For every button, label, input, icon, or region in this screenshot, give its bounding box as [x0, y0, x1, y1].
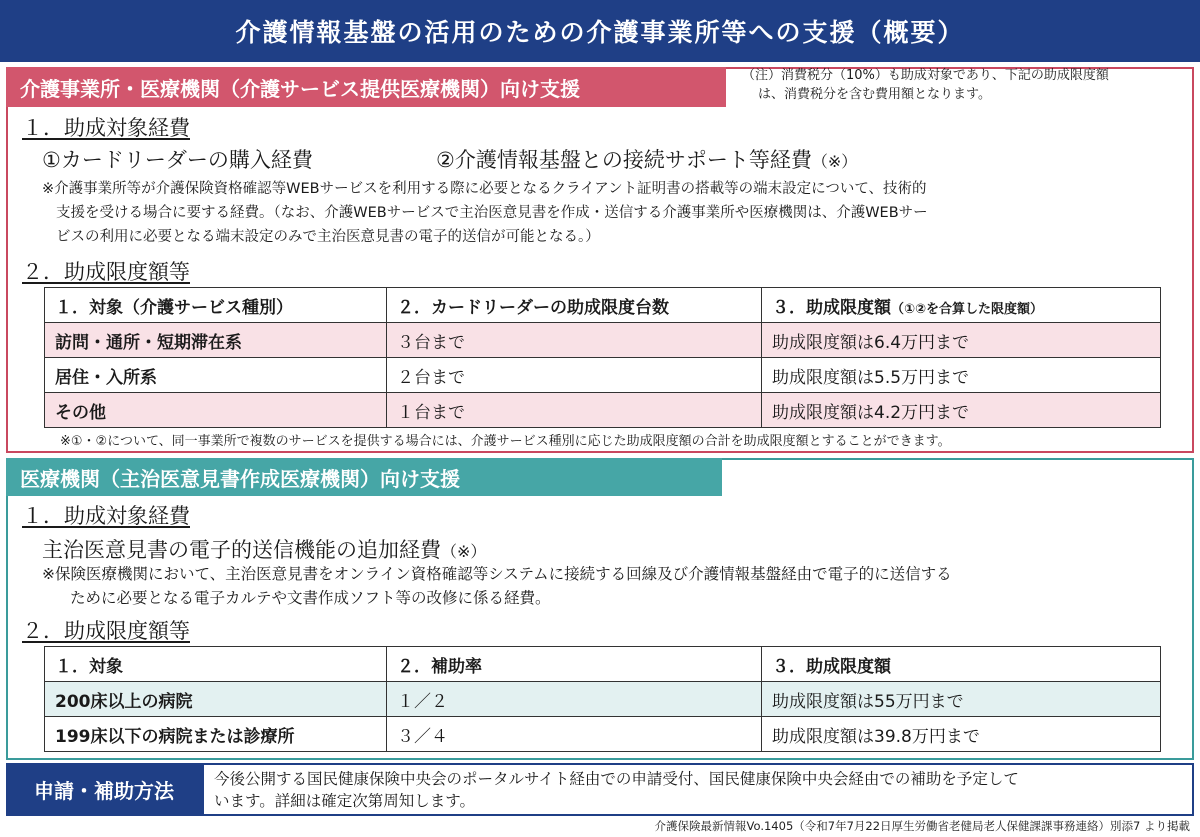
tax-note	[742, 66, 1192, 104]
care-provider-support-header: 介護事業所・医療機関（介護サービス提供医療機関）向け支援	[6, 67, 726, 107]
table-row	[45, 358, 1161, 393]
limit-heading-1: ２．助成限度額等	[22, 260, 190, 284]
row-target: 199床以下の病院または診療所	[45, 717, 387, 752]
source-footer: 介護保険最新情報Vo.1405（令和7年7月22日厚生労働省老健局老人保健課課事務連絡）別添7 より掲載	[654, 819, 1190, 833]
connection-support-note-mark: （※）	[811, 152, 858, 171]
col-limit-header: ３．助成限度額	[762, 647, 1161, 682]
row-target: 居住・入所系	[45, 358, 387, 393]
electronic-transmission-cost-label: 主治医意見書の電子的送信機能の追加経費	[42, 538, 441, 562]
table-row	[45, 717, 1161, 752]
table-footnote: ※①・②について、同一事業所で複数のサービスを提供する場合には、介護サービス種別に応じた助成限度額の合計を助成限度額とすることができます。	[60, 434, 951, 449]
connection-support-note	[42, 177, 1192, 249]
table-row	[45, 682, 1161, 717]
application-method-text	[202, 763, 1194, 816]
application-line2: います。詳細は確定次第周知します。	[214, 792, 476, 810]
limit-heading-2: ２．助成限度額等	[22, 619, 190, 643]
page-title: 介護情報基盤の活用のための介護事業所等への支援（概要）	[0, 0, 1200, 62]
subsidy-target-heading-1: １．助成対象経費	[22, 116, 190, 140]
row-count: ２台まで	[387, 358, 762, 393]
connection-support-cost-item	[436, 144, 857, 174]
row-limit: 助成限度額は39.8万円まで	[762, 717, 1161, 752]
row-target: 訪問・通所・短期滞在系	[45, 323, 387, 358]
col-limit-label: ３．助成限度額	[772, 297, 891, 318]
connection-note-line3: ビスの利用に必要となる端末設定のみで主治医意見書の電子的送信が可能となる。）	[56, 229, 600, 245]
row-rate: ３／４	[387, 717, 762, 752]
application-line1: 今後公開する国民健康保険中央会のポータルサイト経由での申請受付、国民健康保険中央会経由での補助を予定して	[214, 770, 1019, 788]
row-count: １台まで	[387, 393, 762, 428]
row-rate: １／２	[387, 682, 762, 717]
electronic-transmission-note	[42, 562, 1192, 610]
connection-note-line2: 支援を受ける場合に要する経費。（なお、介護WEBサービスで主治医意見書を作成・送信する介護事業所や医療機関は、介護WEBサー	[56, 205, 928, 221]
electronic-transmission-cost-item	[42, 534, 486, 564]
col-target-header: １．対象	[45, 647, 387, 682]
transmission-note-line1: ※保険医療機関において、主治医意見書をオンライン資格確認等システムに接続する回線及び介護情報基盤経由で電子的に送信する	[42, 565, 952, 583]
transmission-note-line2: ために必要となる電子カルテや文書作成ソフト等の改修に係る経費。	[70, 589, 551, 607]
tax-note-line1: （注）消費税分（10%）も助成対象であり、下記の助成限度額	[742, 68, 1109, 83]
medical-institution-support-header: 医療機関（主治医意見書作成医療機関）向け支援	[6, 458, 722, 496]
row-limit: 助成限度額は4.2万円まで	[762, 393, 1161, 428]
care-subsidy-table	[44, 287, 1161, 428]
col-count-header: ２．カードリーダーの助成限度台数	[387, 288, 762, 323]
electronic-transmission-note-mark: （※）	[441, 542, 487, 561]
subsidy-target-heading-2: １．助成対象経費	[22, 504, 190, 528]
row-limit: 助成限度額は5.5万円まで	[762, 358, 1161, 393]
table-row	[45, 323, 1161, 358]
medical-subsidy-table	[44, 646, 1161, 752]
col-target-header: １．対象（介護サービス種別）	[45, 288, 387, 323]
application-method-label: 申請・補助方法	[6, 763, 202, 816]
row-count: ３台まで	[387, 323, 762, 358]
table-header-row	[45, 288, 1161, 323]
col-limit-header	[762, 288, 1161, 323]
col-rate-header: ２．補助率	[387, 647, 762, 682]
card-reader-cost-item: ①カードリーダーの購入経費	[42, 148, 313, 172]
tax-note-line2: は、消費税分を含む費用額となります。	[758, 87, 991, 102]
table-row	[45, 393, 1161, 428]
connection-note-line1: ※介護事業所等が介護保険資格確認等WEBサービスを利用する際に必要となるクライアント証明書の搭載等の端末設定について、技術的	[42, 181, 927, 197]
connection-support-cost-label: ②介護情報基盤との接続サポート等経費	[436, 148, 812, 172]
row-limit: 助成限度額は6.4万円まで	[762, 323, 1161, 358]
row-target: 200床以上の病院	[45, 682, 387, 717]
col-limit-sub: （①②を合算した限度額）	[891, 301, 1044, 317]
table-header-row	[45, 647, 1161, 682]
row-limit: 助成限度額は55万円まで	[762, 682, 1161, 717]
row-target: その他	[45, 393, 387, 428]
